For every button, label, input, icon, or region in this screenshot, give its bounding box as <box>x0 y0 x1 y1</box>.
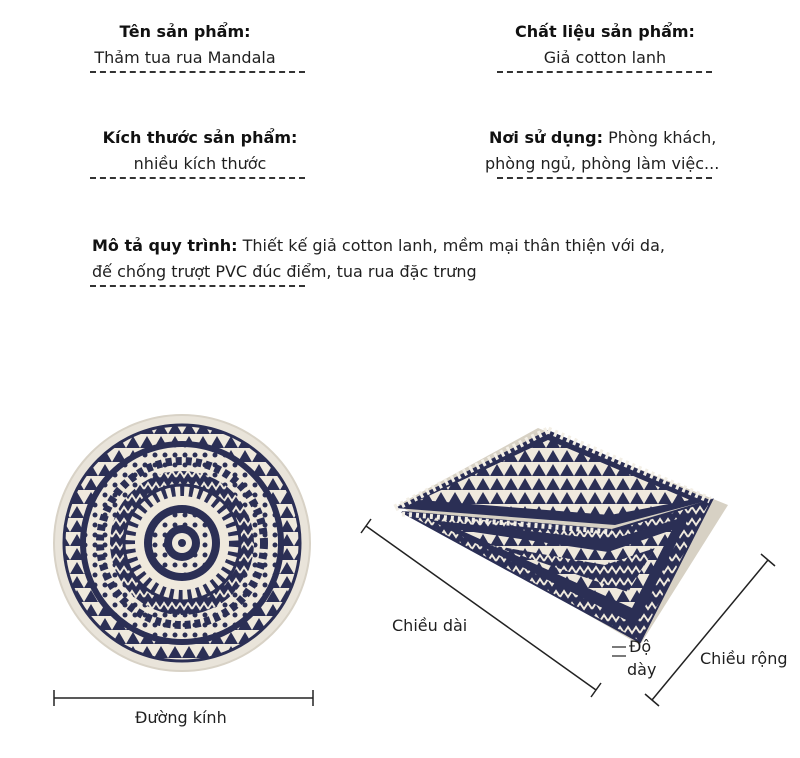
thickness-label-1: Độ <box>629 637 652 656</box>
spec-process-value-1: Thiết kế giả cotton lanh, mềm mại thân thiện với da, <box>242 236 665 255</box>
spec-usage-value-2: phòng ngủ, phòng làm việc... <box>485 154 720 173</box>
thickness-dimension <box>612 647 626 656</box>
spec-size-value: nhiều kích thước <box>133 154 267 173</box>
spec-material-label: Chất liệu sản phẩm: <box>515 22 695 41</box>
spec-process-value-2: đế chống trượt PVC đúc điểm, tua rua đặc trưng <box>92 262 477 281</box>
spec-name-label: Tên sản phẩm: <box>119 22 251 41</box>
diameter-label: Đường kính <box>135 708 227 727</box>
thickness-label-2: dày <box>627 660 657 679</box>
length-label: Chiều dài <box>392 616 468 635</box>
spec-process-label: Mô tả quy trình: <box>92 236 238 255</box>
folded-rug <box>395 428 728 645</box>
spec-usage-label: Nơi sử dụng: <box>489 128 604 147</box>
spec-size-label: Kích thước sản phẩm: <box>102 128 298 147</box>
width-label: Chiều rộng <box>700 649 788 668</box>
diameter-dimension <box>54 690 313 706</box>
spec-material-value: Giả cotton lanh <box>543 48 667 67</box>
spec-name-value: Thảm tua rua Mandala <box>94 48 276 67</box>
round-rug <box>54 415 310 671</box>
spec-usage-value-1: Phòng khách, <box>608 128 717 147</box>
